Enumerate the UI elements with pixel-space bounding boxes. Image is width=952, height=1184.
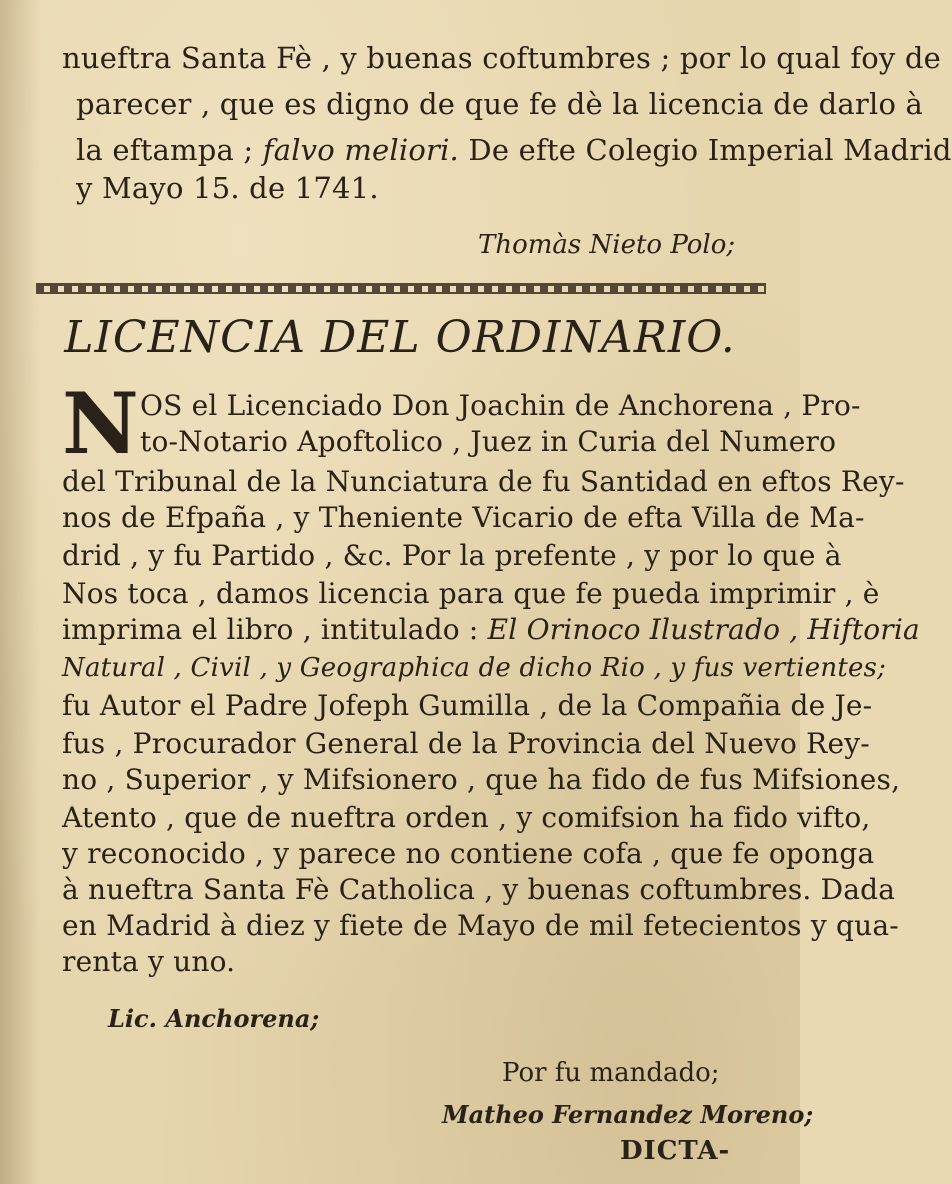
license-line-3: del Tribunal de la Nunciatura de fu Santidad en eftos Rey- [62, 465, 905, 498]
drop-cap: N [62, 374, 139, 473]
signature-anchorena: Lic. Anchorena; [108, 1004, 320, 1033]
license-line-15: en Madrid à diez y fiete de Mayo de mil fetecientos y qua- [62, 909, 899, 942]
license-line-11: no , Superior , y Mifsionero , que ha fido de fus Mifsiones, [62, 763, 901, 796]
heading-licencia: LICENCIA DEL ORDINARIO. [64, 312, 736, 363]
license-line-1: OS el Licenciado Don Joachin de Anchorena , Pro- [140, 389, 861, 422]
license-line-13: y reconocido , y parece no contiene cofa , que fe oponga [62, 837, 875, 870]
license-line-2: to-Notario Apoftolico , Juez in Curia del Numero [140, 425, 837, 458]
top-line-1: nueftra Santa Fè , y buenas coftumbres ; por lo qual foy de [62, 41, 942, 75]
license-line-4: nos de Efpaña , y Theniente Vicario de efta Villa de Ma- [62, 501, 865, 534]
license-line-12: Atento , que de nueftra orden , y comifsion ha fido vifto, [62, 801, 871, 834]
signature-fernandez-moreno: Matheo Fernandez Moreno; [442, 1100, 814, 1129]
license-line-14: à nueftra Santa Fè Catholica , y buenas coftumbres. Dada [62, 873, 896, 906]
top-line-3-start: la eftampa ; [76, 133, 263, 167]
ornamental-rule [36, 283, 766, 294]
license-line-10: fus , Procurador General de la Provincia del Nuevo Rey- [62, 727, 870, 760]
license-line-7-start: imprima el libro , intitulado : [62, 613, 488, 646]
top-line-3-tail: De efte Colegio Imperial Madrid [458, 133, 952, 167]
signature-nieto-polo: Thomàs Nieto Polo; [478, 230, 736, 260]
falvo-meliori: falvo meliori. [262, 133, 459, 167]
license-line-16: renta y uno. [62, 945, 236, 978]
por-su-mandado: Por fu mandado; [502, 1058, 720, 1088]
license-line-9: fu Autor el Padre Jofeph Gumilla , de la Compañia de Je- [62, 689, 873, 722]
catchword: DICTA- [620, 1136, 731, 1166]
license-line-5: drid , y fu Partido , &c. Por la prefente , y por lo que à [62, 539, 842, 572]
book-title-part-2: Natural , Civil , y Geographica de dicho Rio , y fus vertientes; [62, 653, 887, 683]
top-line-4: y Mayo 15. de 1741. [76, 171, 379, 205]
license-line-7 [62, 612, 920, 648]
top-line-2: parecer , que es digno de que fe dè la licencia de darlo à [76, 87, 924, 121]
book-title-part-1: El Orinoco Ilustrado , Hiftoria [487, 613, 920, 646]
top-line-3 [76, 132, 952, 168]
license-line-6: Nos toca , damos licencia para que fe pueda imprimir , è [62, 577, 880, 610]
